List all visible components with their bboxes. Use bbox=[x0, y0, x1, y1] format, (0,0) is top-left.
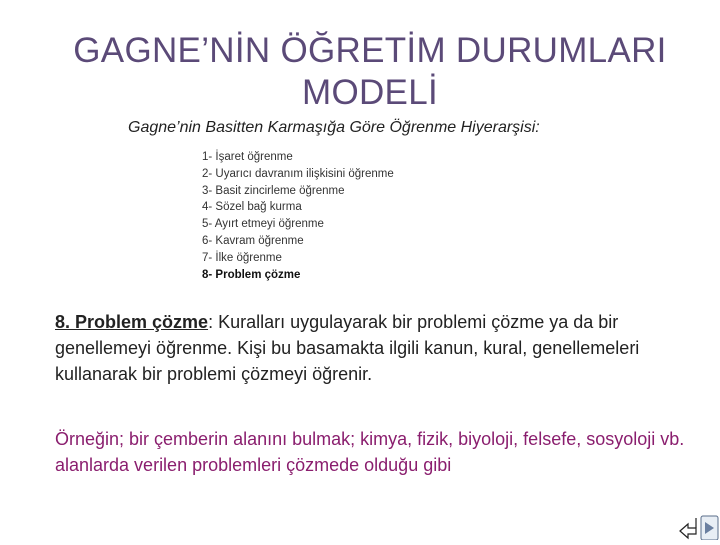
hierarchy-item: 3- Basit zincirleme öğrenme bbox=[202, 184, 345, 197]
definition-term: 8. Problem çözme bbox=[55, 312, 209, 332]
definition-colon: : bbox=[208, 312, 214, 332]
example-paragraph: Örneğin; bir çemberin alanını bulmak; kimya, fizik, biyoloji, felsefe, sosyoloji vb. alanlarda verilen problemleri çözmede olduğu gibi bbox=[55, 429, 685, 475]
hierarchy-list bbox=[202, 149, 394, 283]
title-line-1: GAGNE’NİN ÖĞRETİM DURUMLARI bbox=[73, 31, 667, 70]
nav-icons-svg bbox=[678, 514, 720, 540]
hierarchy-item: 1- İşaret öğrenme bbox=[202, 151, 293, 163]
hierarchy-item-current: 8- Problem çözme bbox=[202, 268, 301, 281]
definition-paragraph bbox=[55, 309, 695, 387]
definition-text: Kuralları uygulayarak bir problemi çözme ya da bir genellemeyi öğrenme. Kişi bu basamakta ilgili kanun, kural, genellemeleri kullanarak bir problemi çözmeyi öğrenir. bbox=[55, 312, 640, 384]
hierarchy-item: 5- Ayırt etmeyi öğrenme bbox=[202, 218, 324, 231]
hierarchy-item: 7- İlke öğrenme bbox=[202, 251, 282, 264]
hierarchy-item: 6- Kavram öğrenme bbox=[202, 234, 304, 247]
hierarchy-item: 2- Uyarıcı davranım ilişkisini öğrenme bbox=[202, 167, 394, 180]
slide-navigation bbox=[678, 514, 720, 540]
title-line-2: MODELİ bbox=[302, 73, 438, 112]
slide-subtitle: Gagne’nin Basitten Karmaşığa Göre Öğrenme Hiyerarşisi: bbox=[128, 119, 540, 136]
next-icon[interactable] bbox=[701, 516, 718, 540]
hierarchy-item: 4- Sözel bağ kurma bbox=[202, 201, 302, 214]
back-arrow-icon[interactable] bbox=[680, 518, 696, 538]
slide-title bbox=[60, 30, 680, 114]
